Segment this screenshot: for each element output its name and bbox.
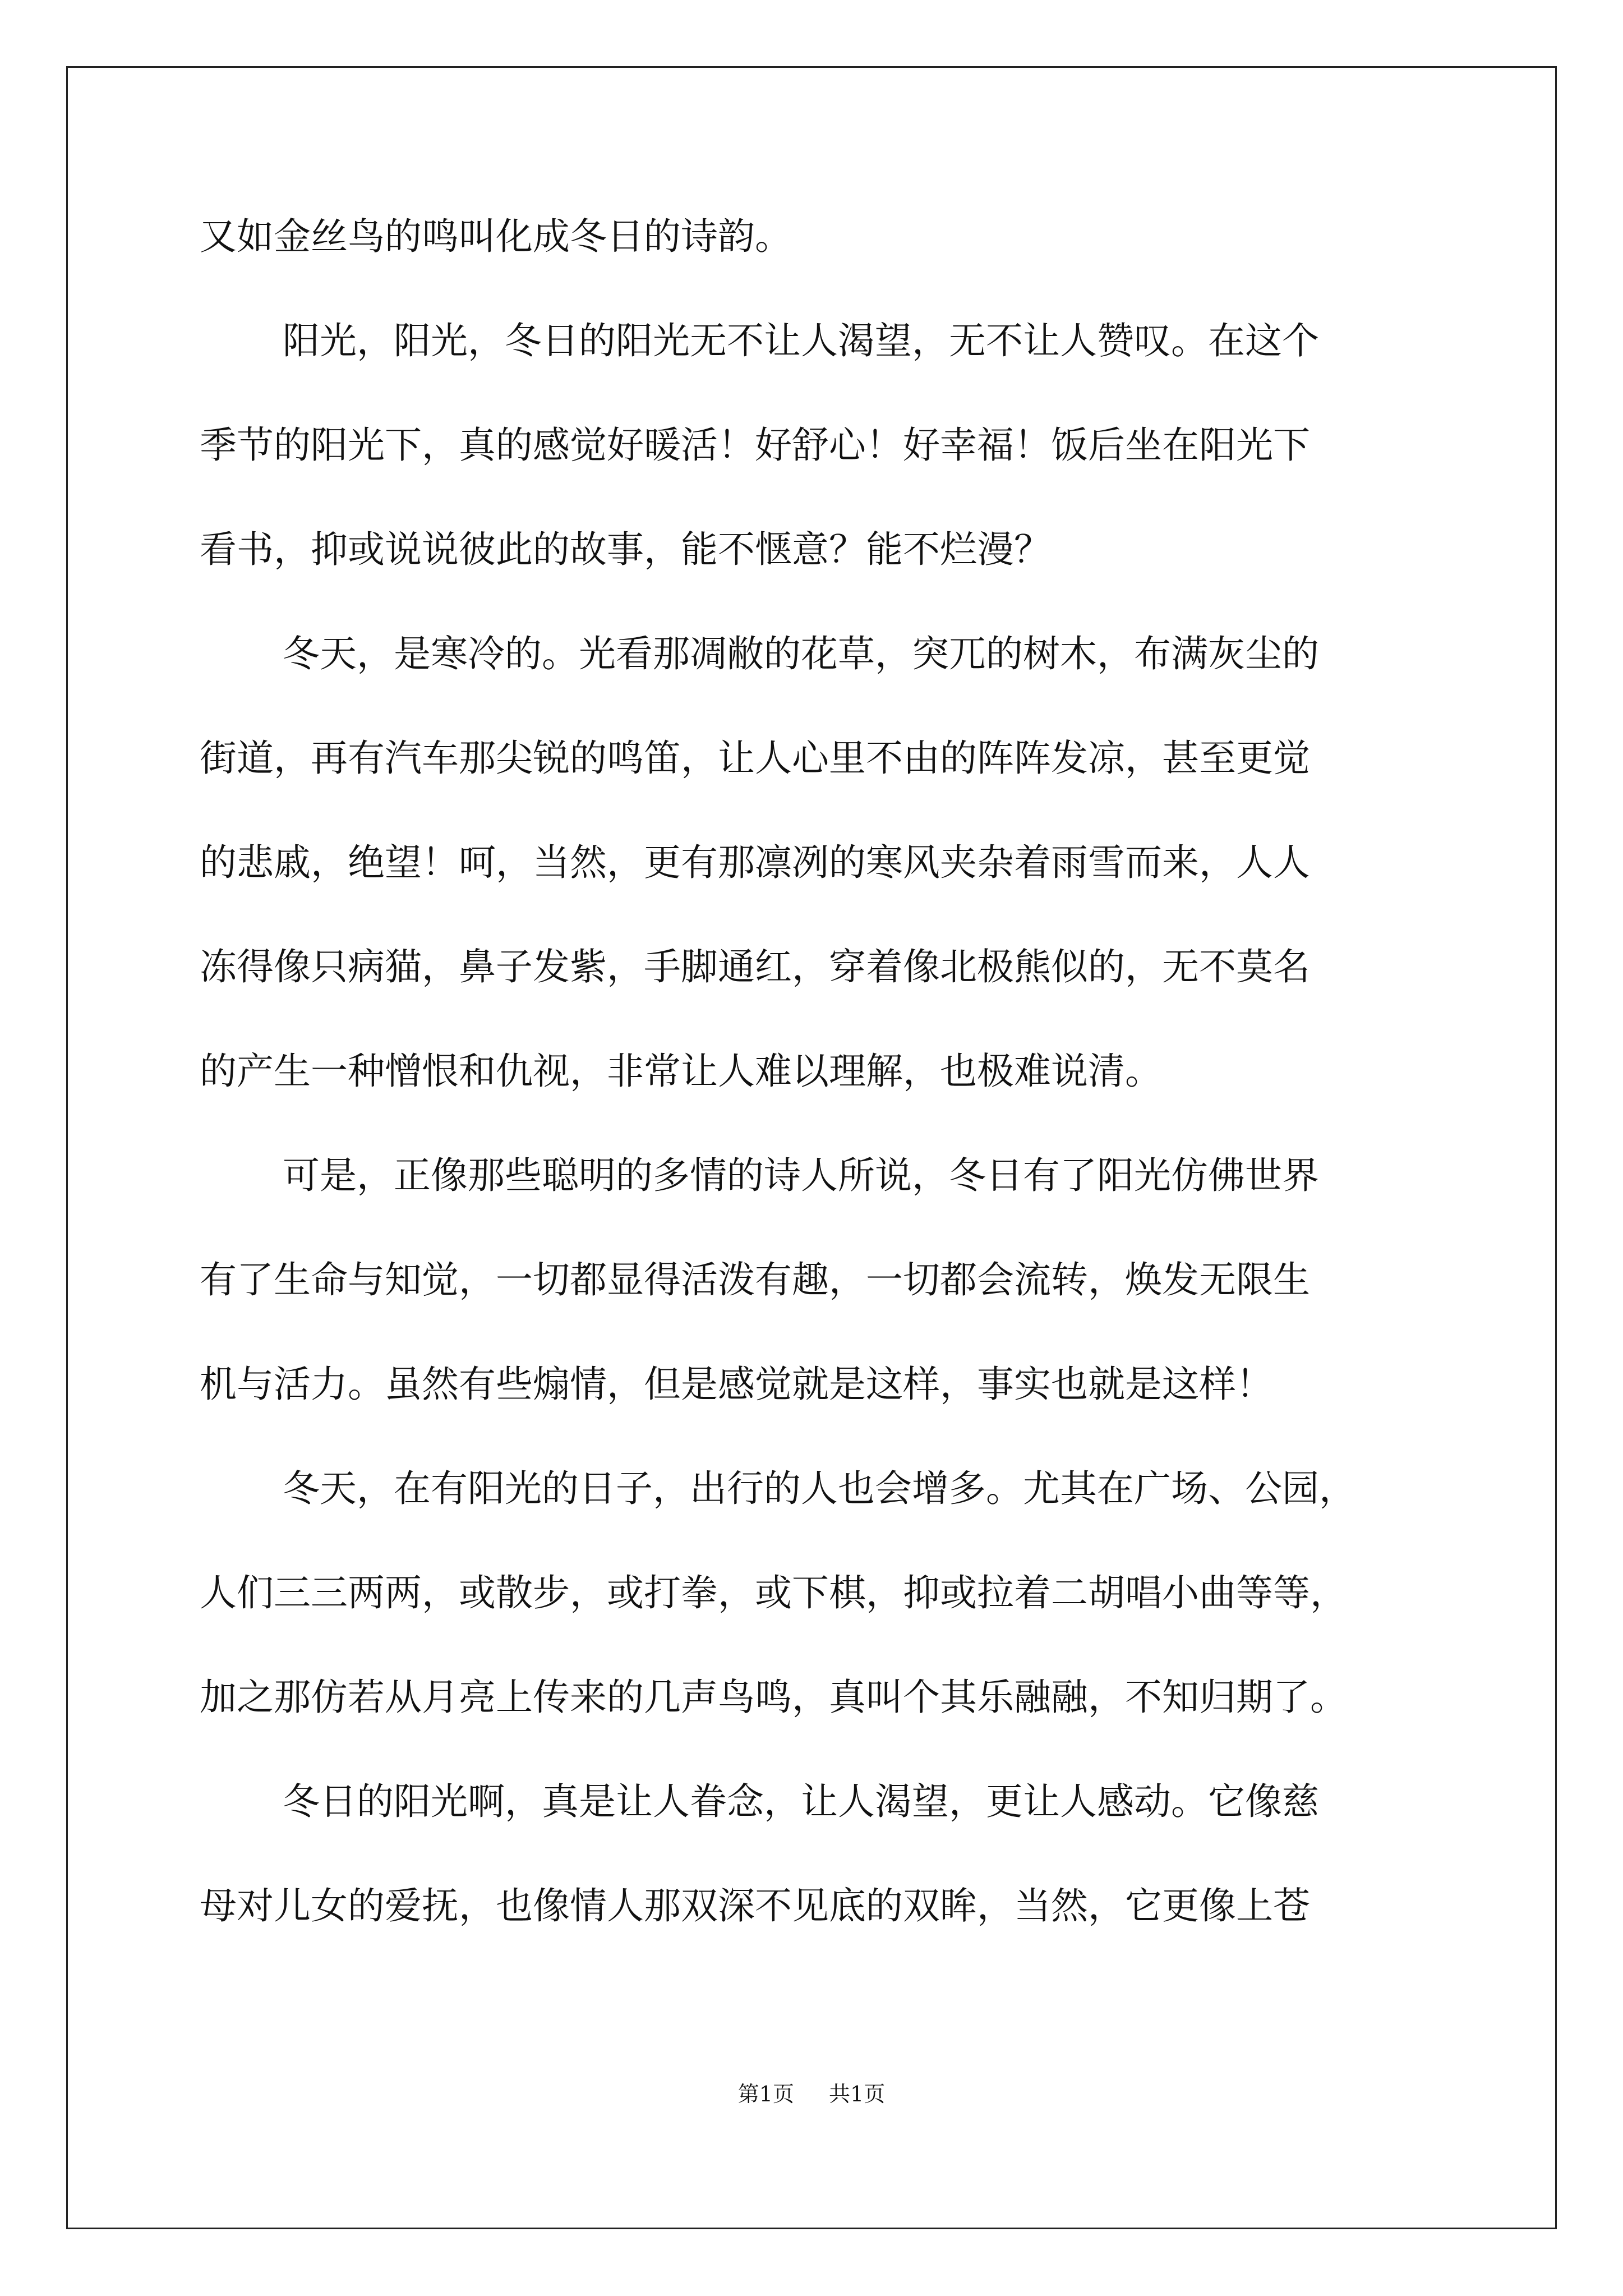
text-line: 加之那仿若从月亮上传来的几声鸟鸣，真叫个其乐融融，不知归期了。 (200, 1676, 1347, 1719)
page-total: 共1页 (829, 2082, 886, 2106)
text-line: 的悲戚，绝望！呵，当然，更有那凛冽的寒风夹杂着雨雪而来，人人 (200, 841, 1310, 884)
text-line: 季节的阳光下，真的感觉好暖活！好舒心！好幸福！饭后坐在阳光下 (200, 424, 1310, 467)
text-line: 机与活力。虽然有些煽情，但是感觉就是这样，事实也就是这样！ (200, 1363, 1273, 1406)
text-line: 的产生一种憎恨和仇视，非常让人难以理解，也极难说清。 (200, 1050, 1162, 1093)
text-line: 阳光，阳光，冬日的阳光无不让人渴望，无不让人赞叹。在这个 (283, 319, 1319, 362)
text-line: 人们三三两两，或散步，或打拳，或下棋，抑或拉着二胡唱小曲等等， (200, 1571, 1347, 1614)
page-number: 第1页 (737, 2082, 794, 2106)
text-line: 冻得像只病猫，鼻子发紫，手脚通红，穿着像北极熊似的，无不莫名 (200, 945, 1310, 988)
text-line: 母对儿女的爱抚，也像情人那双深不见底的双眸，当然，它更像上苍 (200, 1884, 1310, 1927)
text-line: 冬日的阳光啊，真是让人眷念，让人渴望，更让人感动。它像慈 (283, 1780, 1319, 1823)
text-line: 有了生命与知觉，一切都显得活泼有趣，一切都会流转，焕发无限生 (200, 1258, 1310, 1301)
text-line: 可是，正像那些聪明的多情的诗人所说，冬日有了阳光仿佛世界 (283, 1154, 1319, 1197)
page-footer (0, 2077, 1623, 2108)
text-line: 街道，再有汽车那尖锐的鸣笛，让人心里不由的阵阵发凉，甚至更觉 (200, 737, 1310, 780)
text-line: 又如金丝鸟的鸣叫化成冬日的诗韵。 (200, 215, 792, 258)
text-line: 看书，抑或说说彼此的故事，能不惬意？能不烂漫？ (200, 528, 1051, 571)
text-line: 冬天，是寒冷的。光看那凋敝的花草，突兀的树木，布满灰尘的 (283, 632, 1319, 675)
text-line: 冬天，在有阳光的日子，出行的人也会增多。尤其在广场、公园， (283, 1467, 1356, 1510)
